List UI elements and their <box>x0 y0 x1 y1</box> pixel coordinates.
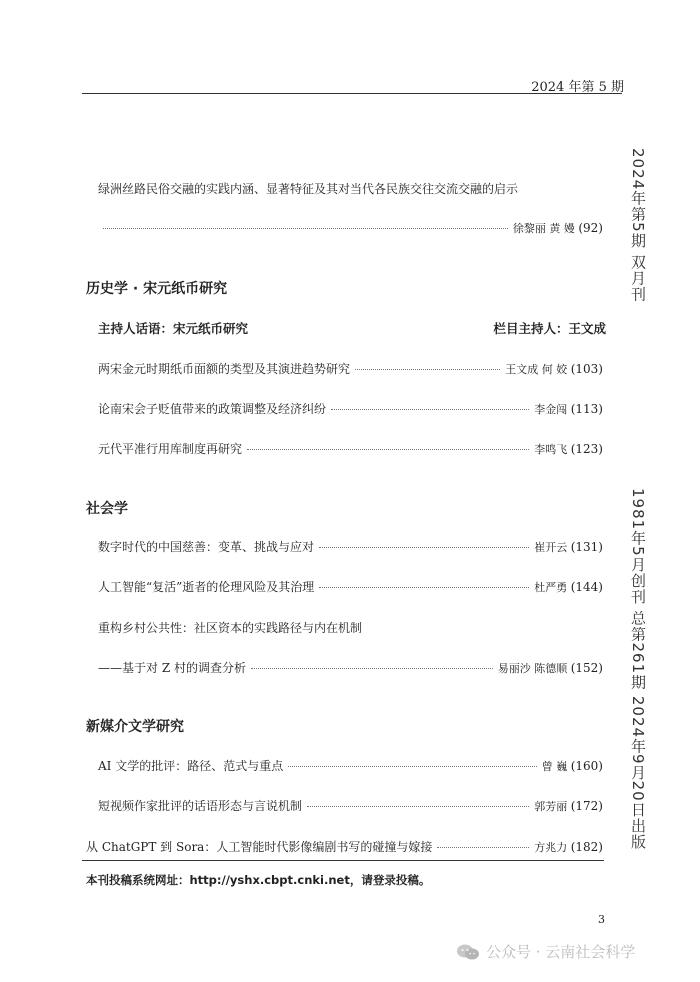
article-title: 元代平准行用库制度再研究 <box>98 442 243 456</box>
page-number: 3 <box>598 913 605 926</box>
toc-entry[interactable] <box>98 360 603 377</box>
article-page: (103) <box>570 362 603 376</box>
intro-article-entry[interactable] <box>98 220 603 236</box>
leader-dots <box>331 409 529 410</box>
issue-header: 2024 年第 5 期 <box>531 80 624 95</box>
leader-dots <box>103 228 508 229</box>
article-title: 数字时代的中国慈善：变革、挑战与应对 <box>98 540 315 554</box>
header-rule <box>82 93 622 94</box>
intro-article-title[interactable]: 绿洲丝路民俗交融的实践内涵、显著特征及其对当代各民族交往交流交融的启示 <box>98 182 519 196</box>
watermark-text: 公众号 · 云南社会科学 <box>486 943 636 961</box>
article-authors: 郭芳丽 <box>534 800 568 813</box>
leader-dots <box>251 668 493 669</box>
article-page: (160) <box>570 759 603 773</box>
leader-dots <box>307 806 529 807</box>
journal-publication-info: 1981年5月创刊 总第261期 2024年9月20日出版 <box>629 488 647 850</box>
toc-entry[interactable] <box>86 838 603 855</box>
journal-frequency-label: 2024年第5期 双月刊 <box>629 148 647 303</box>
submission-note[interactable]: 本刊投稿系统网址：http://yshx.cbpt.cnki.net，请登录投稿。 <box>86 873 431 887</box>
watermark <box>456 941 635 962</box>
host-remarks-title[interactable]: 主持人话语：宋元纸币研究 <box>98 321 249 336</box>
article-page: (123) <box>570 442 603 456</box>
article-title[interactable]: 重构乡村公共性：社区资本的实践路径与内在机制 <box>98 621 363 635</box>
section-heading-history: 历史学 · 宋元纸币研究 <box>86 281 228 297</box>
section-heading-media-literature: 新媒介文学研究 <box>86 719 184 735</box>
article-page: (172) <box>570 799 603 813</box>
column-host: 栏目主持人：王文成 <box>493 321 606 336</box>
leader-dots <box>247 449 529 450</box>
article-authors: 王文成 何 姣 <box>505 363 568 376</box>
toc-entry[interactable] <box>98 440 603 457</box>
leader-dots <box>355 369 500 370</box>
article-authors: 李金闯 <box>534 403 568 416</box>
toc-entry[interactable] <box>98 400 603 417</box>
article-title: 从 ChatGPT 到 Sora：人工智能时代影像编剧书写的碰撞与嫁接 <box>86 840 433 854</box>
article-title: AI 文学的批评：路径、范式与重点 <box>98 759 284 773</box>
article-page: (131) <box>570 540 603 554</box>
wechat-icon <box>456 943 480 961</box>
article-authors: 曾 巍 <box>541 760 568 773</box>
host-row <box>98 319 606 337</box>
footer-rule <box>82 860 604 861</box>
article-page: (144) <box>570 580 603 594</box>
toc-entry[interactable] <box>98 659 603 676</box>
leader-dots <box>319 587 529 588</box>
toc-entry[interactable] <box>98 757 603 774</box>
article-authors: 方兆力 <box>534 841 568 854</box>
leader-dots <box>437 847 529 848</box>
article-authors: 徐黎丽 黄 嫚 <box>512 222 575 235</box>
article-page: (113) <box>570 402 603 416</box>
toc-entry[interactable] <box>98 538 603 555</box>
article-subtitle: ——基于对 Z 村的调查分析 <box>98 661 246 675</box>
article-authors: 崔开云 <box>534 541 568 554</box>
article-page: (182) <box>570 840 603 854</box>
toc-entry[interactable] <box>98 578 603 595</box>
article-authors: 杜严勇 <box>534 581 568 594</box>
article-page: (152) <box>570 661 603 675</box>
section-heading-sociology: 社会学 <box>86 501 128 517</box>
leader-dots <box>288 766 536 767</box>
article-authors: 李鸣飞 <box>534 443 568 456</box>
article-authors: 易丽沙 陈德顺 <box>497 662 568 675</box>
leader-dots <box>319 547 529 548</box>
toc-entry[interactable] <box>98 797 603 814</box>
article-page: (92) <box>578 221 603 235</box>
article-title: 两宋金元时期纸币面额的类型及其演进趋势研究 <box>98 362 351 376</box>
article-title: 论南宋会子贬值带来的政策调整及经济纠纷 <box>98 402 327 416</box>
article-title: 短视频作家批评的话语形态与言说机制 <box>98 799 303 813</box>
article-title: 人工智能“复活”逝者的伦理风险及其治理 <box>98 580 315 594</box>
